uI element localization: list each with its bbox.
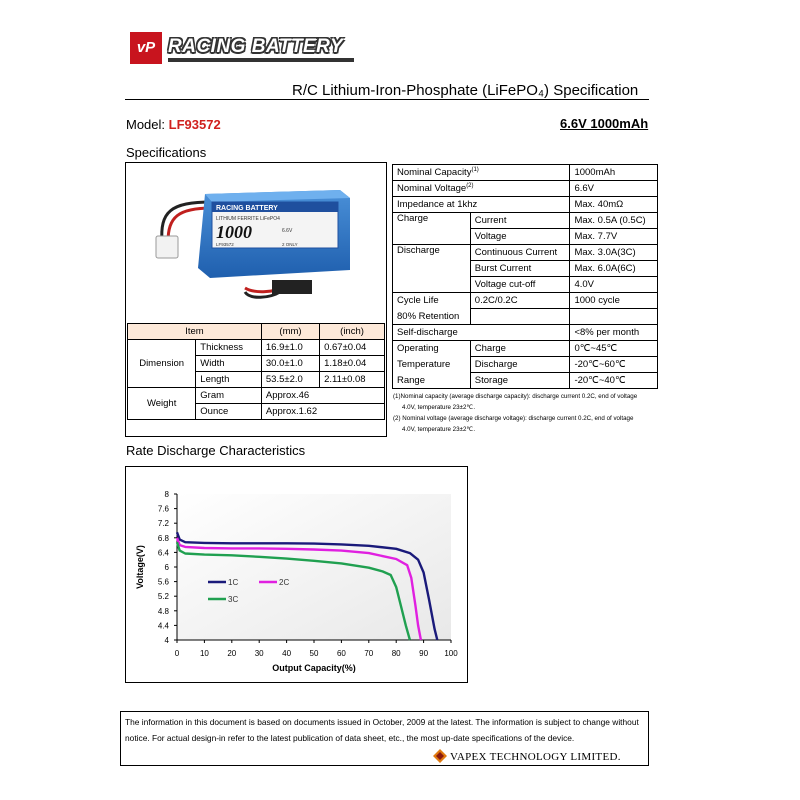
y-tick-label: 5.6 bbox=[157, 577, 169, 587]
spec-value-nominal-capacity: 1000mAh bbox=[570, 165, 658, 181]
y-tick-label: 7.2 bbox=[157, 519, 169, 529]
y-tick-label: 4 bbox=[164, 636, 169, 645]
x-tick-label: 70 bbox=[364, 649, 374, 658]
x-tick-label: 50 bbox=[309, 649, 319, 658]
rate-discharge-chart bbox=[126, 467, 467, 682]
dim-row-inch: 0.67±0.04 bbox=[320, 340, 385, 356]
x-tick-label: 0 bbox=[174, 649, 180, 658]
x-tick-label: 10 bbox=[199, 649, 209, 658]
spec-empty-cell bbox=[570, 309, 658, 325]
title-divider bbox=[125, 99, 649, 100]
spec-label-impedance: Impedance at 1khz bbox=[393, 197, 570, 213]
document-title: R/C Lithium-Iron-Phosphate (LiFePO₄) Specification bbox=[292, 82, 639, 99]
spec-empty-cell bbox=[470, 309, 570, 325]
note-2-cont: 4.0V, temperature 23±2℃. bbox=[402, 426, 476, 433]
spec-value-temp-storage: -20℃~40℃ bbox=[570, 373, 658, 389]
spec-value-temp-charge: 0℃~45℃ bbox=[570, 341, 658, 357]
dim-group-weight: Weight bbox=[128, 388, 196, 420]
spec-value-continuous: Max. 3.0A(3C) bbox=[570, 245, 658, 261]
brand-logo-underline bbox=[168, 58, 354, 62]
x-tick-label: 60 bbox=[336, 649, 346, 658]
dim-row-label: Width bbox=[196, 356, 262, 372]
spec-value-temp-discharge: -20℃~60℃ bbox=[570, 357, 658, 373]
dim-header-item: Item bbox=[128, 324, 262, 340]
y-tick-label: 6.4 bbox=[157, 548, 169, 558]
battery-label-model: LF93572 bbox=[216, 242, 234, 247]
y-tick-label: 8 bbox=[164, 490, 169, 499]
dimensions-table bbox=[127, 323, 385, 420]
spec-value-nominal-voltage: 6.6V bbox=[570, 181, 658, 197]
footnote-mark: (1) bbox=[471, 166, 479, 173]
spec-value-burst: Max. 6.0A(6C) bbox=[570, 261, 658, 277]
x-tick-label: 40 bbox=[282, 649, 292, 658]
spec-value-self-discharge: <8% per month bbox=[570, 325, 658, 341]
battery-pack-image bbox=[150, 172, 370, 312]
specifications-table bbox=[392, 164, 658, 389]
battery-rating: 6.6V 1000mAh bbox=[560, 116, 649, 131]
dim-row-inch: 2.11±0.08 bbox=[320, 372, 385, 388]
legend-label: 2C bbox=[279, 578, 290, 587]
dim-header-mm: (mm) bbox=[261, 324, 319, 340]
model-line bbox=[126, 117, 221, 132]
spec-label-temp-1: Operating bbox=[393, 341, 471, 357]
spec-value-charge-current: Max. 0.5A (0.5C) bbox=[570, 213, 658, 229]
y-axis-label: Voltage(V) bbox=[135, 545, 145, 589]
y-tick-label: 6.8 bbox=[157, 533, 169, 543]
spec-label-self-discharge: Self-discharge bbox=[393, 325, 570, 341]
note-1-cont: 4.0V, temperature 23±2℃. bbox=[402, 404, 476, 411]
x-tick-label: 100 bbox=[444, 649, 458, 658]
spec-cycle-rate: 0.2C/0.2C bbox=[470, 293, 570, 309]
footer-disclaimer bbox=[125, 714, 645, 746]
x-tick-label: 90 bbox=[419, 649, 429, 658]
spec-sublabel-burst: Burst Current bbox=[470, 261, 570, 277]
spec-sublabel-temp-charge: Charge bbox=[470, 341, 570, 357]
y-tick-label: 4.4 bbox=[157, 621, 169, 631]
spec-label-charge: Charge bbox=[393, 213, 471, 245]
spec-sublabel-temp-storage: Storage bbox=[470, 373, 570, 389]
plot-area bbox=[177, 494, 451, 640]
spec-sublabel-current: Current bbox=[470, 213, 570, 229]
dim-row-mm: 16.9±1.0 bbox=[261, 340, 319, 356]
spec-label-temp-3: Range bbox=[393, 373, 471, 389]
spec-label-cycle-life: Cycle Life bbox=[393, 293, 471, 309]
footnote-mark: (2) bbox=[466, 182, 474, 189]
battery-label-brand: RACING BATTERY bbox=[216, 205, 278, 212]
spec-cycle-retention: 80% Retention bbox=[393, 309, 471, 325]
spec-label-temp-2: Temperature bbox=[393, 357, 471, 373]
weight-row-value: Approx.1.62 bbox=[261, 404, 384, 420]
weight-row-value: Approx.46 bbox=[261, 388, 384, 404]
legend-label: 3C bbox=[228, 595, 239, 604]
spec-value-charge-voltage: Max. 7.7V bbox=[570, 229, 658, 245]
legend-label: 1C bbox=[228, 578, 239, 587]
y-tick-label: 6 bbox=[164, 563, 169, 572]
note-2: (2) Nominal voltage (average discharge voltage): discharge current 0.2C, end of voltage bbox=[393, 415, 634, 422]
spec-sublabel-continuous: Continuous Current bbox=[470, 245, 570, 261]
model-label: Model: bbox=[126, 117, 169, 132]
brand-logo-badge: vP bbox=[130, 32, 162, 64]
dim-row-mm: 53.5±2.0 bbox=[261, 372, 319, 388]
battery-label-capacity: 1000 bbox=[216, 222, 252, 242]
dim-row-label: Thickness bbox=[196, 340, 262, 356]
battery-label-chemistry: LITHIUM FERRITE LiFePO4 bbox=[216, 216, 280, 222]
model-number: LF93572 bbox=[168, 117, 221, 132]
x-tick-label: 80 bbox=[391, 649, 401, 658]
vapex-logo-icon bbox=[433, 749, 447, 763]
spec-notes bbox=[393, 391, 668, 435]
note-1: (1)Nominal capacity (average discharge capacity): discharge current 0.2C, end of voltage bbox=[393, 393, 638, 400]
x-axis-label: Output Capacity(%) bbox=[272, 663, 356, 673]
company-name: VAPEX TECHNOLOGY LIMITED. bbox=[450, 751, 621, 763]
dim-group-dimension: Dimension bbox=[128, 340, 196, 388]
battery-label-onlyx: 2 ONLY bbox=[282, 242, 298, 247]
x-tick-label: 20 bbox=[227, 649, 237, 658]
weight-row-label: Gram bbox=[196, 388, 262, 404]
rate-discharge-heading: Rate Discharge Characteristics bbox=[126, 443, 306, 458]
footer-line-2: notice. For actual design-in refer to the latest publication of data sheet, etc., the most up-date specifications of the device. bbox=[125, 733, 575, 743]
spec-label-nominal-capacity bbox=[393, 165, 570, 181]
spec-value-cycle: 1000 cycle bbox=[570, 293, 658, 309]
spec-value-cutoff: 4.0V bbox=[570, 277, 658, 293]
spec-sublabel-voltage: Voltage bbox=[470, 229, 570, 245]
spec-label-text: Nominal Capacity bbox=[397, 167, 472, 179]
x-tick-label: 30 bbox=[254, 649, 264, 658]
brand-logo-text: RACING BATTERY bbox=[168, 36, 344, 57]
y-tick-label: 5.2 bbox=[157, 592, 169, 602]
spec-label-text: Nominal Voltage bbox=[397, 183, 467, 195]
dim-row-inch: 1.18±0.04 bbox=[320, 356, 385, 372]
dim-row-mm: 30.0±1.0 bbox=[261, 356, 319, 372]
spec-sublabel-temp-discharge: Discharge bbox=[470, 357, 570, 373]
dim-header-inch: (inch) bbox=[320, 324, 385, 340]
spec-label-discharge: Discharge bbox=[393, 245, 471, 293]
specifications-heading: Specifications bbox=[126, 145, 207, 160]
y-tick-label: 4.8 bbox=[157, 606, 169, 616]
spec-value-impedance: Max. 40mΩ bbox=[570, 197, 658, 213]
weight-row-label: Ounce bbox=[196, 404, 262, 420]
spec-label-nominal-voltage bbox=[393, 181, 570, 197]
footer-line-1: The information in this document is based on documents issued in October, 2009 at the latest. The information is subject to change without bbox=[125, 717, 639, 727]
battery-label-voltage: 6.6V bbox=[282, 228, 293, 234]
y-tick-label: 7.6 bbox=[157, 504, 169, 514]
spec-sublabel-cutoff: Voltage cut-off bbox=[470, 277, 570, 293]
dim-row-label: Length bbox=[196, 372, 262, 388]
